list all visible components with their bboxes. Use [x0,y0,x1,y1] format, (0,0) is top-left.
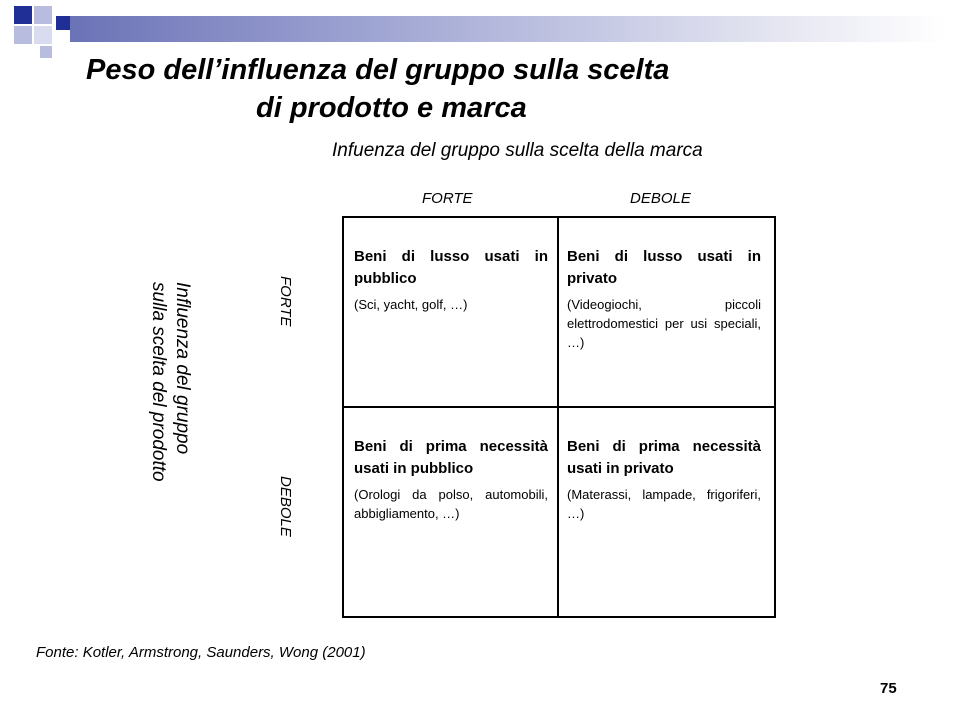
decor-square [34,6,52,24]
cell-debole-forte [354,436,548,523]
row-axis-label-line-1: Influenza del gruppo [172,282,193,455]
column-header-debole: DEBOLE [630,190,691,207]
cell-forte-debole [567,246,761,352]
cell-examples: (Materassi, lampade, frigoriferi, …) [567,487,761,521]
row-axis-label [146,282,194,482]
header-gradient-bar [70,16,948,42]
column-axis-label: Infuenza del gruppo sulla scelta della marca [332,140,703,161]
page-number: 75 [880,680,897,697]
cell-forte-forte [354,246,548,314]
title-line-1: Peso dell’influenza del gruppo sulla scelta [86,54,670,86]
cell-heading: Beni di lusso usati in pubblico [354,248,548,287]
row-header-debole: DEBOLE [277,476,294,537]
matrix-grid [342,216,776,618]
cell-heading: Beni di lusso usati in privato [567,248,761,287]
row-header-forte: FORTE [277,276,294,327]
title-line-2: di prodotto e marca [256,92,527,124]
cell-examples: (Orologi da polso, automobili, abbigliamento, …) [354,487,548,521]
grid-divider-vertical [557,218,559,616]
decor-square [14,6,32,24]
decor-square [40,46,52,58]
cell-heading: Beni di prima necessità usati in pubblico [354,438,548,477]
source-citation: Fonte: Kotler, Armstrong, Saunders, Wong (2001) [36,644,366,661]
decor-square [34,26,52,44]
row-axis-label-line-2: sulla scelta del prodotto [148,282,169,482]
cell-examples: (Videogiochi, piccoli elettrodomestici per usi speciali, …) [567,297,761,350]
decor-square [56,16,70,30]
cell-examples: (Sci, yacht, golf, …) [354,297,468,312]
column-header-forte: FORTE [422,190,473,207]
cell-heading: Beni di prima necessità usati in privato [567,438,761,477]
grid-divider-horizontal [344,406,774,408]
decor-square [14,26,32,44]
cell-debole-debole [567,436,761,523]
